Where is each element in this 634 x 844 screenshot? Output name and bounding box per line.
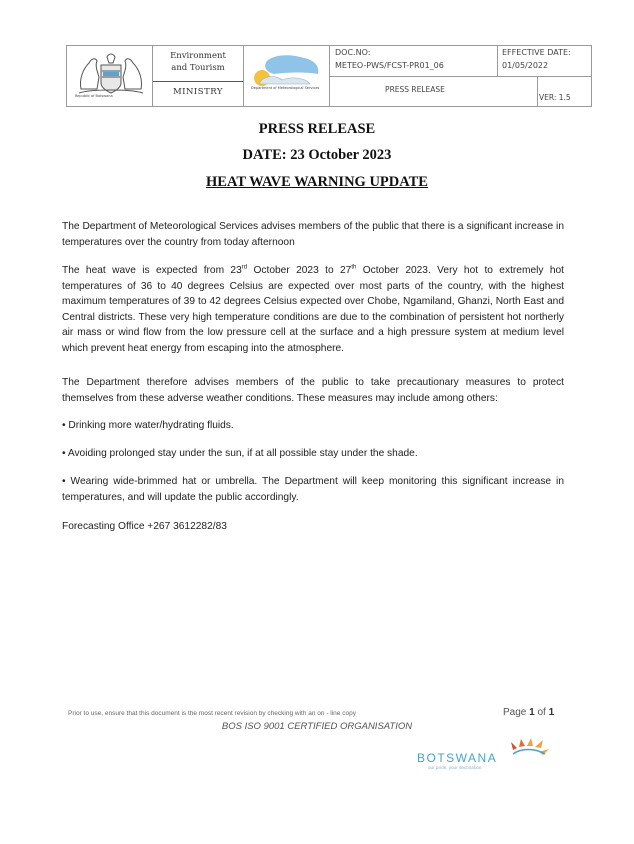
paragraph-text: The Department of Meteorological Services advises members of the public that there is a significant increase in temperatures over the country from today afternoon (62, 221, 564, 248)
page-of: of (534, 707, 549, 718)
headline (0, 174, 634, 191)
ministry-label: MINISTRY (172, 87, 224, 97)
brand-tagline: our pride, your destination (428, 765, 482, 770)
divider (243, 46, 244, 106)
page-current: 1 (529, 707, 535, 718)
effective-date-value: 01/05/2022 (502, 61, 549, 70)
iso-certification: BOS ISO 9001 CERTIFIED ORGANISATION (221, 721, 413, 732)
ministry-line: Environment (170, 51, 226, 61)
bullet-item (62, 446, 564, 462)
contact-line (62, 519, 564, 535)
header-press-release: PRESS RELEASE (385, 85, 445, 94)
text-fragment: The heat wave is expected from 23 (62, 265, 242, 276)
ministry-line: and Tourism (171, 63, 225, 73)
paragraph-forecast (62, 263, 564, 356)
ministry-divider (153, 81, 243, 82)
page-total: 1 (548, 707, 555, 718)
department-caption: Department of Meteorological Services (251, 86, 320, 90)
bullet-item (62, 418, 564, 434)
superscript: th (351, 264, 357, 271)
press-release-title: PRESS RELEASE (258, 121, 376, 137)
version-label: VER: 1.5 (539, 93, 571, 102)
paragraph-text (62, 263, 564, 356)
contact-text: Forecasting Office +267 3612282/83 (62, 521, 227, 532)
bullet-item (62, 474, 564, 505)
divider (537, 76, 538, 106)
superscript: rd (241, 264, 248, 271)
bullet-text: • Drinking more water/hydrating fluids. (62, 420, 234, 431)
text-fragment: October 2023. Very hot to extremely hot temperatures of 36 to 40 degrees Celsius are expected over most parts of the country, with the highest maximum temperatures of 39 to 42 degrees Celsius expected over Chobe, Ngamiland, Ghanzi, North East and Central districts. These very high temperature conditions are due to the combination of persistent hot northerly air mass or wind flow from the low pressure cell at the surface and a high pressure system at medium level which prevent heat energy from escaping into the atmosphere. (62, 265, 564, 354)
date-title: DATE: 23 October 2023 (242, 147, 392, 163)
doc-number-value: METEO-PWS/FCST-PR01_06 (335, 61, 444, 70)
paragraph-advice (62, 375, 564, 406)
effective-date-label: EFFECTIVE DATE: (502, 48, 571, 57)
ministry-department (153, 50, 243, 74)
paragraph-intro (62, 219, 564, 250)
headline-text: HEAT WAVE WARNING UPDATE (206, 174, 428, 190)
page-number (503, 707, 554, 718)
text-fragment: October 2023 to 27 (247, 265, 352, 276)
revision-note: Prior to use, ensure that this document is the most recent revision by checking with an on - line copy (68, 710, 356, 717)
doc-number-label: DOC.NO: (335, 48, 371, 57)
divider (497, 46, 498, 76)
bullet-text: • Avoiding prolonged stay under the sun, if at all possible stay under the shade. (62, 448, 418, 459)
page-prefix: Page (503, 707, 530, 718)
document-header-table (66, 45, 592, 107)
coat-caption: Republic of Botswana (75, 94, 113, 98)
brand-name: BOTSWANA (417, 751, 498, 765)
paragraph-text: The Department therefore advises members of the public to take precautionary measures to protect themselves from these adverse weather conditions. These measures may include among others: (62, 377, 564, 404)
divider (329, 76, 591, 77)
bullet-text: • Wearing wide-brimmed hat or umbrella. The Department will keep monitoring this significant increase in temperatures, and will update the public accordingly. (62, 476, 564, 503)
